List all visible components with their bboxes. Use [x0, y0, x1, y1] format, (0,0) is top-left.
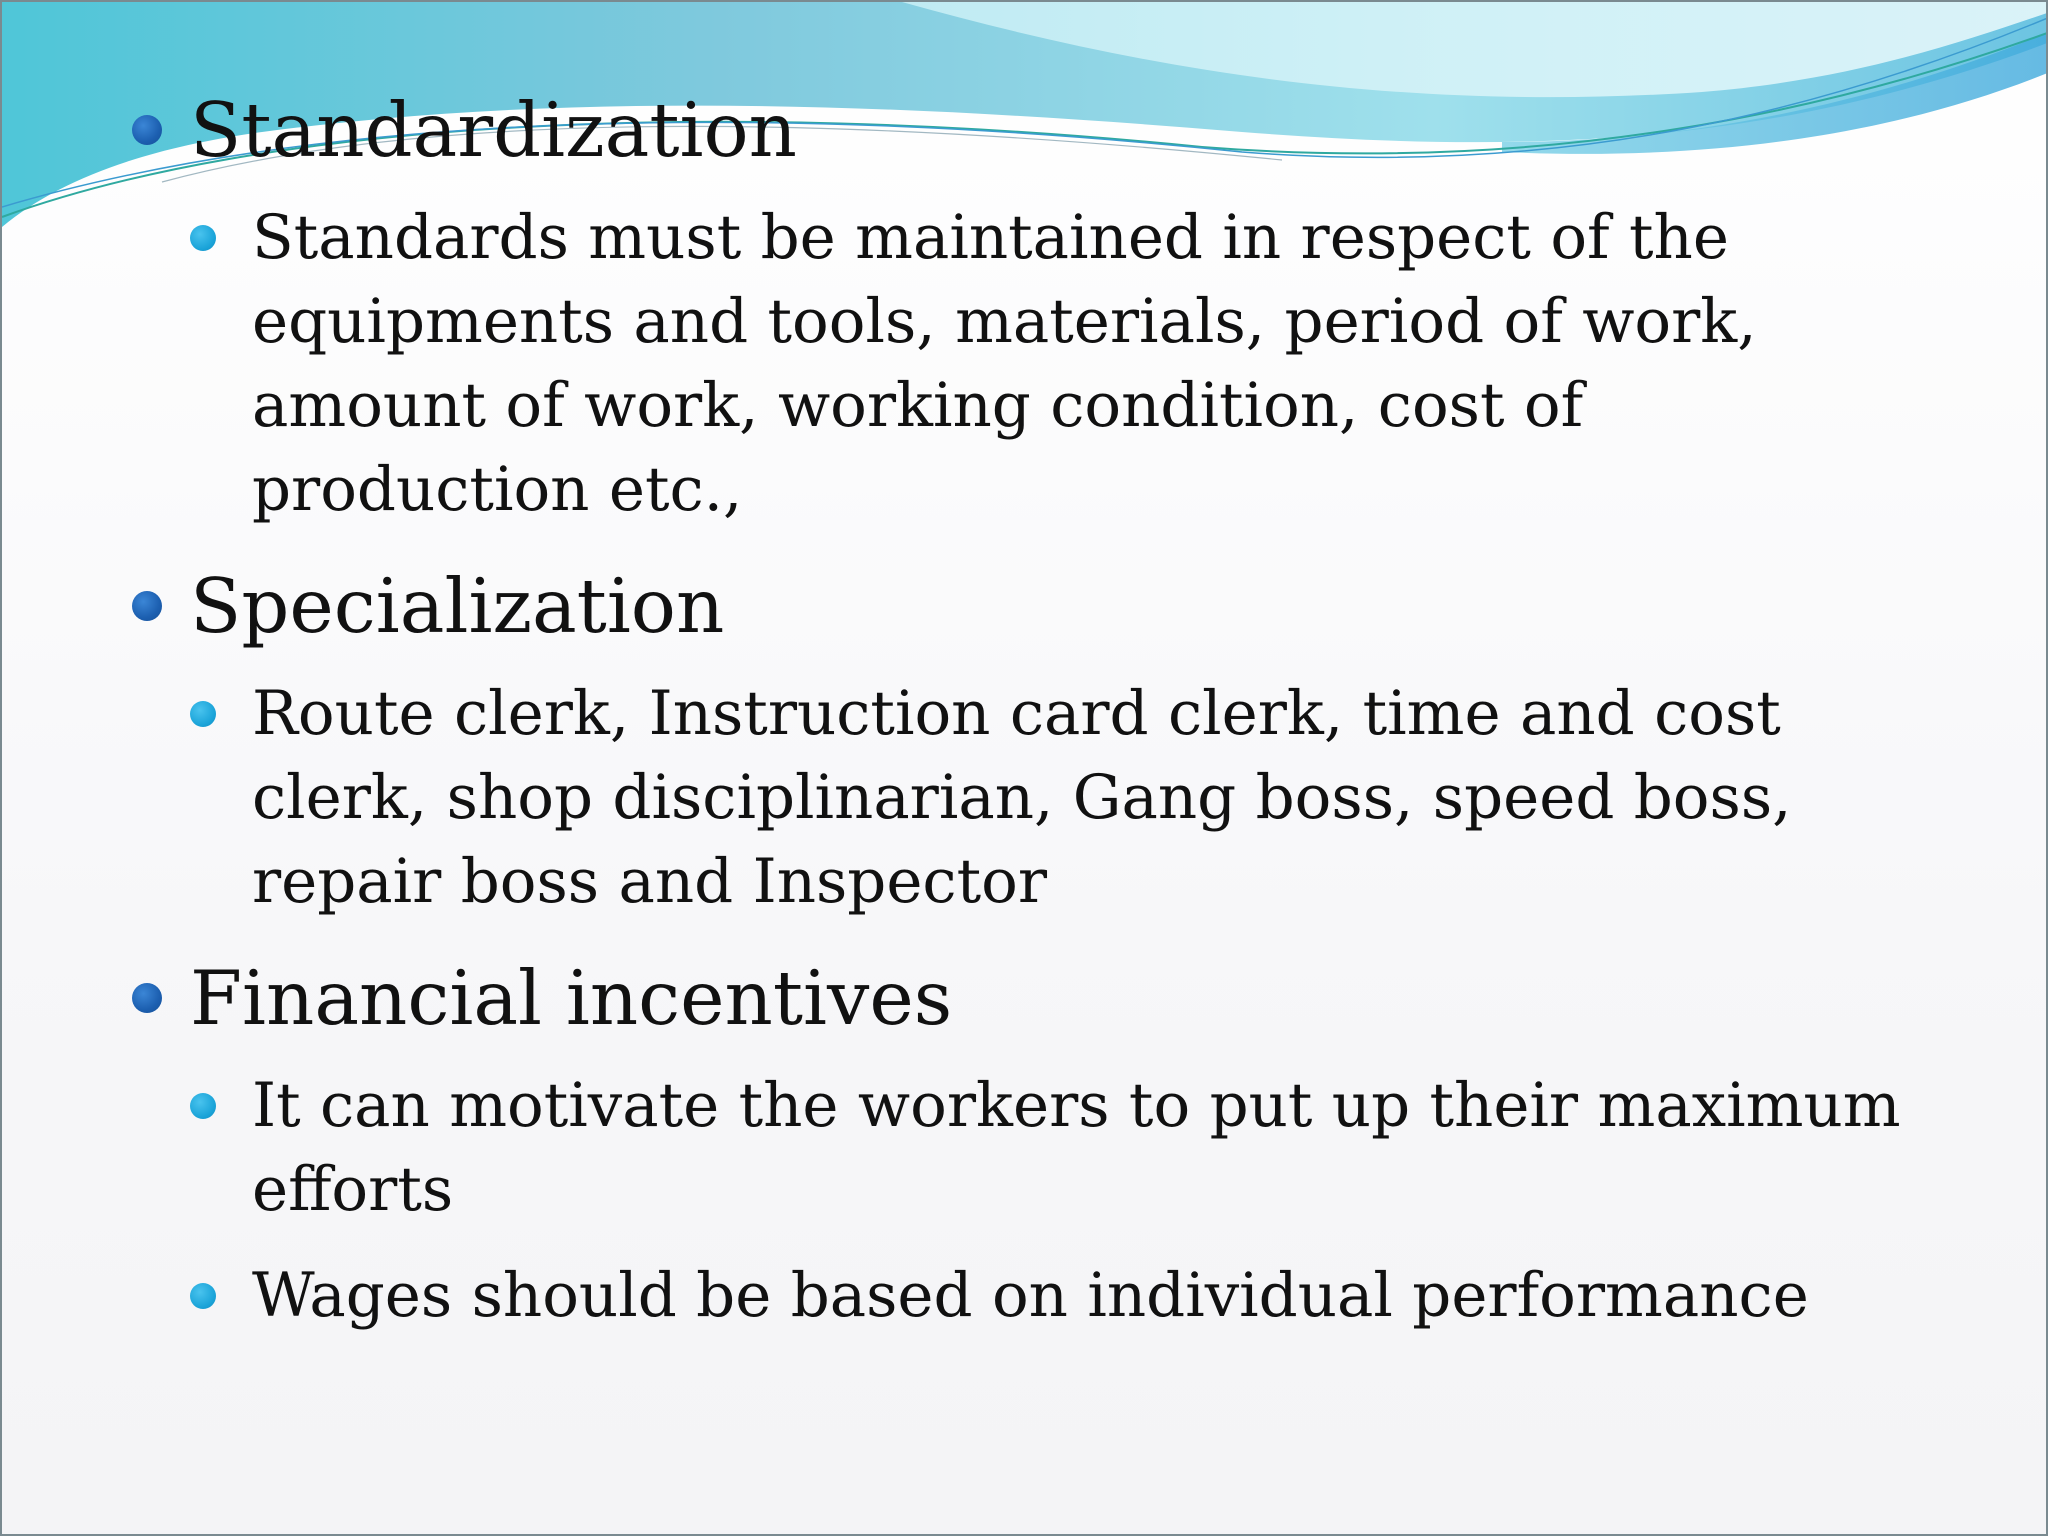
bullet-heading: [128, 562, 1928, 650]
primary-bullet-icon: [132, 115, 162, 145]
heading-text: Specialization: [190, 562, 725, 650]
sub-bullet-text: Wages should be based on individual performance: [252, 1260, 1809, 1331]
primary-bullet-icon: [132, 983, 162, 1013]
secondary-bullet-icon: [190, 1093, 216, 1119]
sub-bullet-text: Route clerk, Instruction card clerk, time and cost clerk, shop disciplinarian, Gang boss, speed boss, repair boss and Inspector: [252, 678, 1792, 917]
bullet-heading: [128, 954, 1928, 1042]
sub-bullet-text: Standards must be maintained in respect of the equipments and tools, materials, period of work, amount of work, working condition, cost of production etc.,: [252, 202, 1757, 525]
secondary-bullet-icon: [190, 701, 216, 727]
bullet-heading: [128, 86, 1928, 174]
sub-bullet: [190, 1064, 1932, 1232]
sub-bullet: [190, 196, 1932, 532]
heading-text: Standardization: [190, 86, 797, 174]
secondary-bullet-icon: [190, 225, 216, 251]
sub-bullet: [190, 1254, 1932, 1338]
secondary-bullet-icon: [190, 1283, 216, 1309]
heading-text: Financial incentives: [190, 954, 953, 1042]
sub-bullet-text: It can motivate the workers to put up their maximum efforts: [252, 1070, 1901, 1225]
sub-bullet: [190, 672, 1932, 924]
primary-bullet-icon: [132, 591, 162, 621]
slide-body: [128, 86, 1928, 1338]
